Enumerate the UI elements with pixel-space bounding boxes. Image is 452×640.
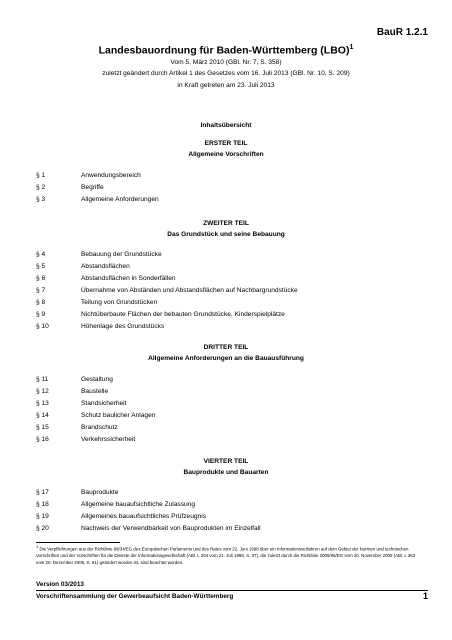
toc-item [36,375,113,385]
toc-item [36,435,135,445]
section-number: § 13 [36,400,49,407]
section-number: § 8 [36,299,46,306]
section-number: § 1 [36,172,46,179]
part-heading [0,218,452,240]
section-number: § 10 [36,323,49,330]
toc-item [36,399,126,409]
toc-item [36,524,261,534]
version-label: Version 03/2013 [36,581,84,588]
section-title: Allgemeine Anforderungen [81,196,159,203]
section-title: Abstandsflächen in Sonderfällen [81,275,176,282]
section-title: Brandschutz [81,424,118,431]
section-number: § 4 [36,251,46,258]
toc-item [36,500,195,510]
part-title: Allgemeine Vorschriften [188,151,264,158]
section-number: § 16 [36,436,49,443]
series-title: Vorschriftensammlung der Gewerbeaufsicht Baden-Württemberg [36,593,234,600]
footnote-separator [36,542,120,543]
section-number: § 3 [36,196,46,203]
part-heading [0,456,452,478]
section-number: § 19 [36,513,49,520]
section-number: § 6 [36,275,46,282]
section-number: § 12 [36,388,49,395]
footnote [36,544,424,566]
section-title: Übernahme von Abständen und Abstandsflächen auf Nachbargrundstücke [81,287,298,294]
section-number: § 14 [36,412,49,419]
part-heading [0,138,452,160]
title-text: Landesbauordnung für Baden-Württemberg (LBO) [98,44,350,57]
part-title: Das Grundstück und seine Bebauung [167,231,285,238]
part-title: Allgemeine Anforderungen an die Bauausführung [148,355,304,362]
section-title: Höhenlage des Grundstücks [81,323,165,330]
toc-item [36,423,118,433]
section-number: § 9 [36,311,46,318]
part-label: DRITTER TEIL [203,344,249,351]
section-number: § 7 [36,287,46,294]
toc-item [36,262,130,272]
footnote-text: Die Verpflichtungen aus der Richtlinie 98/34/EG des Europäischen Parlaments und des Rates vom 22. Juni 1998 über ein Informationsverfahren auf dem Gebiet der Normen und technischen Vorschriften und der Vorschriften für die Dienste der Informationsgesellschaft (ABl. L 204 vom 21. Juli 1998, S. 37), die zuletzt durch die Richtlinie 2006/96/EG vom 20. November 2006 (ABl. L 363 vom 20. Dezember 2006, S. 81) geändert worden ist, sind beachtet worden. [36,546,416,565]
toc-item [36,250,162,260]
document-reference: BauR 1.2.1 [376,27,428,38]
section-title: Nachweis der Verwendbarkeit von Bauprodukten im Einzelfall [81,525,261,532]
publication-date: Vom 5. März 2010 (GBl. Nr. 7, S. 358) [170,59,282,66]
section-title: Abstandsflächen [81,263,130,270]
section-number: § 20 [36,525,49,532]
section-title: Allgemeines bauaufsichtliches Prüfzeugnis [81,513,206,520]
toc-item [36,298,157,308]
toc-item [36,183,104,193]
section-title: Bauprodukte [81,489,119,496]
section-number: § 17 [36,489,49,496]
section-title: Verkehrssicherheit [81,436,136,443]
section-title: Anwendungsbereich [81,172,141,179]
section-title: Begriffe [81,184,104,191]
toc-item [36,310,285,320]
section-title: Schutz baulicher Anlagen [81,412,156,419]
toc-item [36,488,118,498]
section-title: Bebauung der Grundstücke [81,251,162,258]
toc-item [36,171,141,181]
toc-item [36,274,176,284]
section-number: § 11 [36,376,49,383]
part-label: ZWEITER TEIL [203,220,249,227]
footnote-mark: 1 [36,544,39,549]
page-number: 1 [422,591,428,601]
section-title: Baustelle [81,388,109,395]
toc-item [36,512,206,522]
toc-item [36,286,298,296]
footer-rule [36,590,428,591]
toc-item [36,322,164,332]
part-title: Bauprodukte und Bauarten [183,469,269,476]
toc-heading: Inhaltsübersicht [200,122,252,129]
part-label: ERSTER TEIL [204,140,248,147]
section-title: Allgemeine bauaufsichtliche Zulassung [81,501,195,508]
section-title: Nichtüberbaute Flächen der bebauten Grundstücke, Kinderspielplätze [81,311,285,318]
section-number: § 5 [36,263,46,270]
effective-date: in Kraft getreten am 23. Juli 2013 [177,82,275,89]
amendment-note: zuletzt geändert durch Artikel 1 des Gesetzes vom 16. Juli 2013 (GBl. Nr. 10, S. 209) [102,70,350,77]
toc-item [36,195,159,205]
part-label: VIERTER TEIL [203,458,249,465]
toc-item [36,387,108,397]
toc-item [36,411,155,421]
section-title: Standsicherheit [81,400,127,407]
section-number: § 15 [36,424,49,431]
document-title [0,44,452,57]
section-number: § 2 [36,184,46,191]
title-footnote-mark: 1 [349,44,354,51]
part-heading [0,342,452,364]
section-title: Gestaltung [81,376,113,383]
section-number: § 18 [36,501,49,508]
section-title: Teilung von Grundstücken [81,299,158,306]
